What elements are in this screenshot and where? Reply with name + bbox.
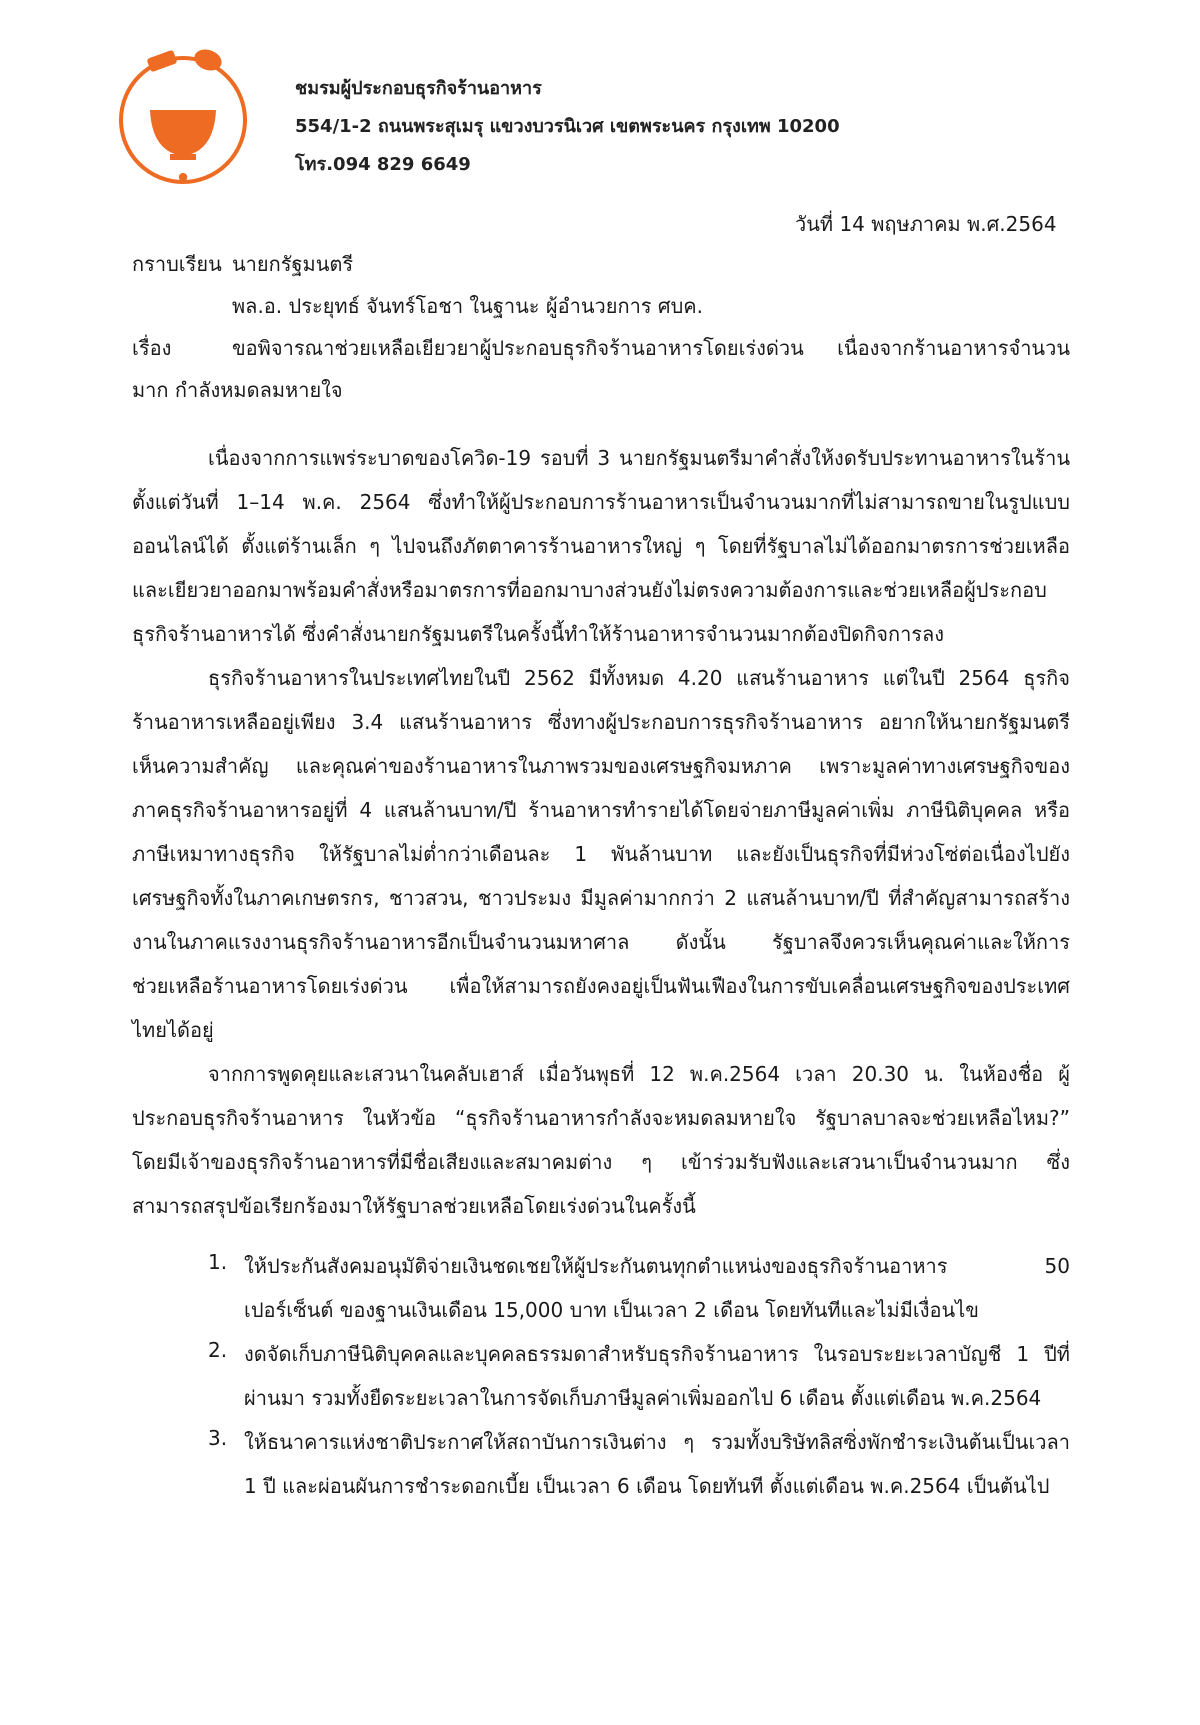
body-line: เนื่องจากการแพร่ระบาดของโควิด-19 รอบที่ 3 นายกรัฐมนตรีมาคำสั่งให้งดรับประทานอาหารในร้าน bbox=[208, 446, 1070, 470]
org-phone: โทร.094 829 6649 bbox=[295, 154, 471, 175]
svg-text:●: ● bbox=[178, 170, 188, 183]
subject-label: เรื่อง bbox=[132, 336, 172, 360]
body-line: สามารถสรุปข้อเรียกร้องมาให้รัฐบาลช่วยเหลือโดยเร่งด่วนในครั้งนี้ bbox=[132, 1194, 696, 1218]
org-address: 554/1-2 ถนนพระสุเมรุ แขวงบวรนิเวศ เขตพระนคร กรุงเทพ 10200 bbox=[295, 116, 840, 137]
list-number: 1. bbox=[208, 1250, 228, 1274]
list-number: 3. bbox=[208, 1426, 228, 1450]
list-item-line: งดจัดเก็บภาษีนิติบุคคลและบุคคลธรรมดาสำหรับธุรกิจร้านอาหาร ในรอบระยะเวลาบัญชี 1 ปีที่ bbox=[244, 1342, 1070, 1366]
list-item-line: ผ่านมา รวมทั้งยืดระยะเวลาในการจัดเก็บภาษีมูลค่าเพิ่มออกไป 6 เดือน ตั้งแต่เดือน พ.ค.2564 bbox=[244, 1386, 1042, 1410]
recipient: นายกรัฐมนตรี bbox=[232, 252, 354, 276]
salutation-label: กราบเรียน bbox=[132, 252, 222, 276]
body-line: และเยียวยาออกมาพร้อมคำสั่งหรือมาตรการที่ออกมาบางส่วนยังไม่ตรงความต้องการและช่วยเหลือผู้ประกอบ bbox=[132, 578, 1047, 602]
body-line: จากการพูดคุยและเสวนาในคลับเฮาส์ เมื่อวันพุธที่ 12 พ.ค.2564 เวลา 20.30 น. ในห้องชื่อ ผู้ bbox=[208, 1062, 1070, 1086]
body-line: ประกอบธุรกิจร้านอาหาร ในหัวข้อ “ธุรกิจร้านอาหารกำลังจะหมดลมหายใจ รัฐบาลบาลจะช่วยเหลือไหม?” bbox=[132, 1106, 1070, 1130]
food-bowl-fork-spoon-logo-icon bbox=[108, 40, 258, 190]
body-line: ธุรกิจร้านอาหารได้ ซึ่งคำสั่งนายกรัฐมนตรีในครั้งนี้ทำให้ร้านอาหารจำนวนมากต้องปิดกิจการลง bbox=[132, 622, 945, 646]
list-item-line: ให้ธนาคารแห่งชาติประกาศให้สถาบันการเงินต่าง ๆ รวมทั้งบริษัทลิสซิ่งพักชำระเงินต้นเป็นเวลา bbox=[244, 1430, 1070, 1454]
body-line: ออนไลน์ได้ ตั้งแต่ร้านเล็ก ๆ ไปจนถึงภัตตาคารร้านอาหารใหญ่ ๆ โดยที่รัฐบาลไม่ได้ออกมาตรการช่วยเหลือ bbox=[132, 534, 1070, 558]
body-line: ธุรกิจร้านอาหารในประเทศไทยในปี 2562 มีทั้งหมด 4.20 แสนร้านอาหาร แต่ในปี 2564 ธุรกิจ bbox=[208, 666, 1070, 690]
list-number: 2. bbox=[208, 1338, 228, 1362]
recipient-detail: พล.อ. ประยุทธ์ จันทร์โอชา ในฐานะ ผู้อำนวยการ ศบค. bbox=[232, 294, 704, 318]
body-line: ช่วยเหลือร้านอาหารโดยเร่งด่วน เพื่อให้สามารถยังคงอยู่เป็นฟันเฟืองในการขับเคลื่อนเศรษฐกิจของประเทศ bbox=[132, 974, 1070, 998]
subject-line: มาก กำลังหมดลมหายใจ bbox=[132, 378, 343, 402]
body-line: งานในภาคแรงงานธุรกิจร้านอาหารอีกเป็นจำนวนมหาศาล ดังนั้น รัฐบาลจึงควรเห็นคุณค่าและให้การ bbox=[132, 930, 1070, 954]
letter-date: วันที่ 14 พฤษภาคม พ.ศ.2564 bbox=[795, 212, 1057, 236]
list-item-line: เปอร์เซ็นต์ ของฐานเงินเดือน 15,000 บาท เป็นเวลา 2 เดือน โดยทันทีและไม่มีเงื่อนไข bbox=[244, 1298, 979, 1322]
org-name: ชมรมผู้ประกอบธุรกิจร้านอาหาร bbox=[295, 78, 542, 99]
body-line: ร้านอาหารเหลืออยู่เพียง 3.4 แสนร้านอาหาร ซึ่งทางผู้ประกอบการธุรกิจร้านอาหาร อยากให้นายกรัฐมนตรี bbox=[132, 710, 1070, 734]
body-line: ภาษีเหมาทางธุรกิจ ให้รัฐบาลไม่ต่ำกว่าเดือนละ 1 พันล้านบาท และยังเป็นธุรกิจที่มีห่วงโซ่ต่อเนื่องไปยัง bbox=[132, 842, 1070, 866]
body-line: ตั้งแต่วันที่ 1–14 พ.ค. 2564 ซึ่งทำให้ผู้ประกอบการร้านอาหารเป็นจำนวนมากที่ไม่สามารถขายในรูปแบบ bbox=[132, 490, 1070, 514]
list-item-line: ให้ประกันสังคมอนุมัติจ่ายเงินชดเชยให้ผู้ประกันตนทุกตำแหน่งของธุรกิจร้านอาหาร 50 bbox=[244, 1254, 1070, 1278]
body-line: ไทยได้อยู่ bbox=[132, 1018, 214, 1042]
body-line: โดยมีเจ้าของธุรกิจร้านอาหารที่มีชื่อเสียงและสมาคมต่าง ๆ เข้าร่วมรับฟังและเสวนาเป็นจำนวนมาก ซึ่ง bbox=[132, 1150, 1070, 1174]
body-line: เศรษฐกิจทั้งในภาคเกษตรกร, ชาวสวน, ชาวประมง มีมูลค่ามากกว่า 2 แสนล้านบาท/ปี ที่สำคัญสามารถสร้าง bbox=[132, 886, 1070, 910]
list-item-line: 1 ปี และผ่อนผันการชำระดอกเบี้ย เป็นเวลา 6 เดือน โดยทันที ตั้งแต่เดือน พ.ค.2564 เป็นต้นไป bbox=[244, 1474, 1050, 1498]
body-line: เห็นความสำคัญ และคุณค่าของร้านอาหารในภาพรวมของเศรษฐกิจมหภาค เพราะมูลค่าทางเศรษฐกิจของ bbox=[132, 754, 1070, 778]
subject-line: ขอพิจารณาช่วยเหลือเยียวยาผู้ประกอบธุรกิจร้านอาหารโดยเร่งด่วน เนื่องจากร้านอาหารจำนวน bbox=[232, 336, 1070, 360]
body-line: ภาคธุรกิจร้านอาหารอยู่ที่ 4 แสนล้านบาท/ปี ร้านอาหารทำรายได้โดยจ่ายภาษีมูลค่าเพิ่ม ภาษีนิติบุคคล หรือ bbox=[132, 798, 1070, 822]
letterhead bbox=[295, 70, 840, 184]
